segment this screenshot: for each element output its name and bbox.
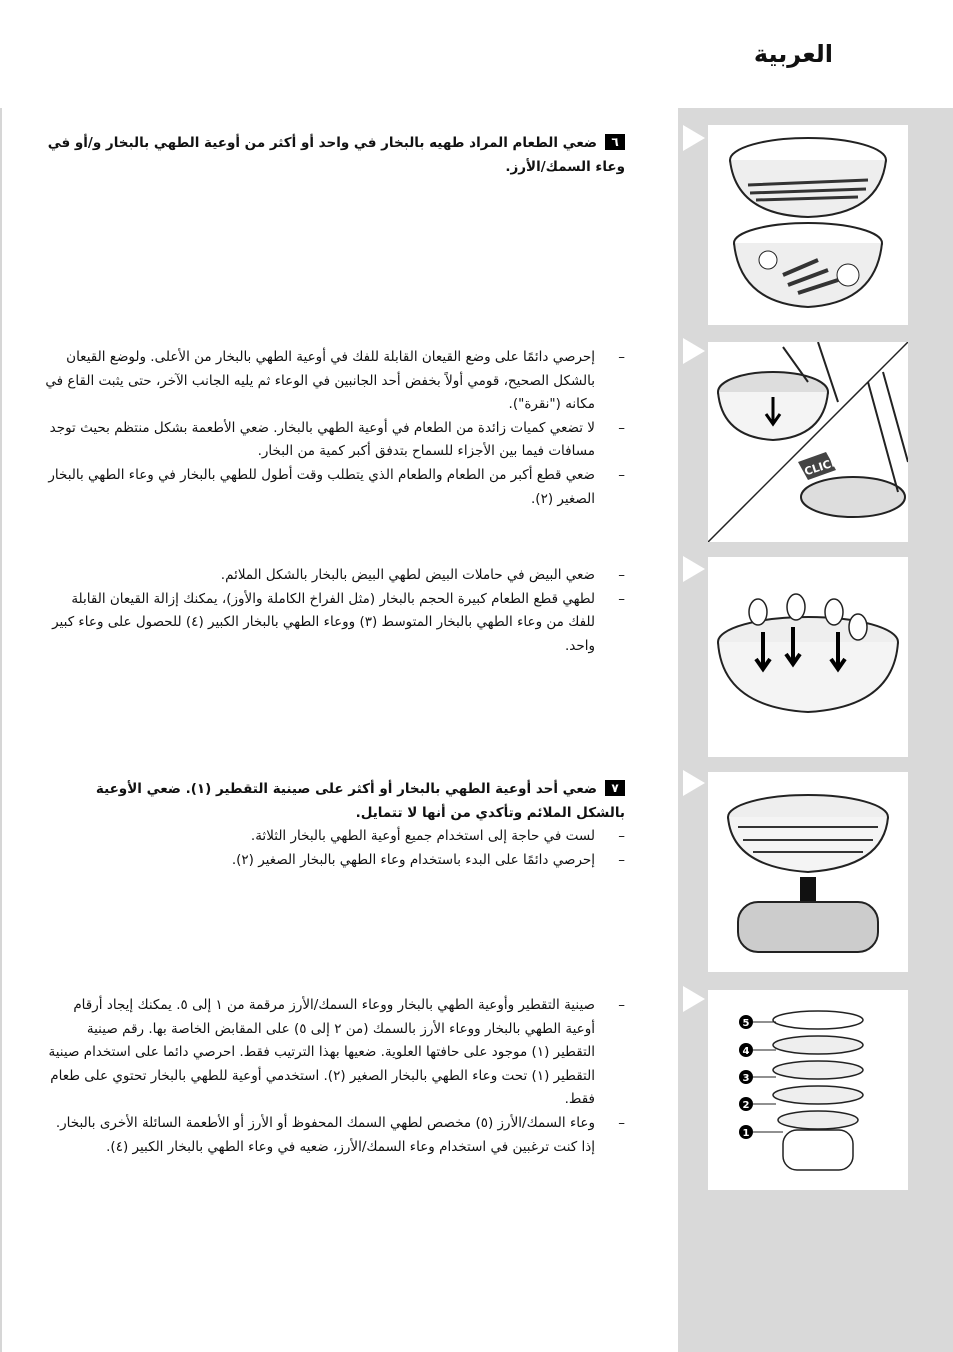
illustration-basket-on-drip-tray [708, 772, 908, 972]
stack-number-4: 4 [742, 1046, 750, 1057]
step-7-number: ٧ [605, 780, 625, 796]
left-margin-rule [0, 108, 2, 1352]
stack-number-5: 5 [742, 1018, 750, 1029]
tips-group-3 [45, 564, 625, 658]
bullet-item: – ضعي البيض في حاملات البيض لطهي البيض بالبخار بالشكل الملائم. [45, 564, 625, 588]
click-label: CLICK [802, 454, 841, 479]
bullet-item: – إحرصي دائمًا على البدء باستخدام وعاء الطهي بالبخار الصغير (٢). [45, 849, 625, 873]
bullet-item: – وعاء السمك/الأرز (٥) مخصص لطهي السمك المحفوظ أو الأرز أو الأطعمة السائلة الأخرى بالبخار. إذا كنت ترغبين في استخدام وعاء السمك/الأرز، ضعيه في وعاء الطهي بالبخار الكبير (٤). [45, 1112, 625, 1159]
arrow-marker-icon [683, 556, 705, 582]
bullet-item: – لست في حاجة إلى استخدام جميع أوعية الطهي بالبخار الثلاثة. [45, 825, 625, 849]
arrow-marker-icon [683, 338, 705, 364]
illustration-eggs [708, 557, 908, 757]
arrow-marker-icon [683, 986, 705, 1012]
bullet-item: – ضعي قطع أكبر من الطعام والطعام الذي يتطلب وقت أطول للطهي بالبخار في وعاء الطهي بالبخار الصغير (٢). [45, 464, 625, 511]
stack-number-2: 2 [742, 1100, 750, 1111]
illustration-insert-base [708, 342, 908, 542]
step-6 [45, 132, 625, 179]
step-6-number: ٦ [605, 134, 625, 150]
bullet-item: – لا تضعي كميات زائدة من الطعام في أوعية الطهي بالبخار. ضعي الأطعمة بشكل منتظم بحيث توجد مسافات فيما بين الأجزاء للسماح بتدفق أكبر كمية من البخار. [45, 417, 625, 464]
bullet-item: – صينية التقطير وأوعية الطهي بالبخار ووعاء السمك/الأرز مرقمة من ١ إلى ٥. يمكنك إيجاد أرقام أوعية الطهي بالبخار ووعاء الأرز بالسمك (من ٢ إلى ٥) على المقابض الخاصة بها. رقم صينية التقطير (١) موجود على حافتها العلوية. ضعيها بهذا الترتيب فقط. احرصي دائما على استخدام صينية التقطير (١) تحت وعاء الطهي بالبخار الصغير (٢). استخدمي أوعية للطهي بالبخار تحتوي على طعام فقط. [45, 994, 625, 1112]
page-title: العربية [753, 40, 833, 68]
stack-number-1: 1 [742, 1128, 750, 1139]
tips-group-5 [45, 994, 625, 1159]
illustration-baskets-with-food [708, 125, 908, 325]
arrow-marker-icon [683, 770, 705, 796]
stack-number-3: 3 [742, 1073, 750, 1084]
bullet-item: – لطهي قطع الطعام كبيرة الحجم بالبخار (مثل الفراخ الكاملة والأوز)، يمكنك إزالة القيعان القابلة للفك من وعاء الطهي بالبخار المتوسط (٣) ووعاء الطهي بالبخار الكبير (٤) للحصول على وعاء كبير واحد. [45, 588, 625, 659]
illustration-numbered-stack [708, 990, 908, 1190]
step-7 [45, 778, 625, 872]
tips-group-2 [45, 346, 625, 511]
step-6-text: ضعي الطعام المراد طهيه بالبخار في واحد أو أكثر من أوعية الطهي بالبخار و/أو في وعاء السمك/الأرز. [47, 135, 625, 175]
bullet-item: – إحرصي دائمًا على وضع القيعان القابلة للفك في أوعية الطهي بالبخار من الأعلى. ولوضع القيعان بالشكل الصحيح، قومي أولاً بخفض أحد الجانبين في الوعاء ثم يليه الجانب الآخر، حتى يثبت القاع في مكانه ("نقرة"). [45, 346, 625, 417]
arrow-marker-icon [683, 125, 705, 151]
step-7-text: ضعي أحد أوعية الطهي بالبخار أو أكثر على صينية التقطير (١). ضعي الأوعية بالشكل الملائم وتأكدي من أنها لا تتمايل. [95, 781, 625, 821]
